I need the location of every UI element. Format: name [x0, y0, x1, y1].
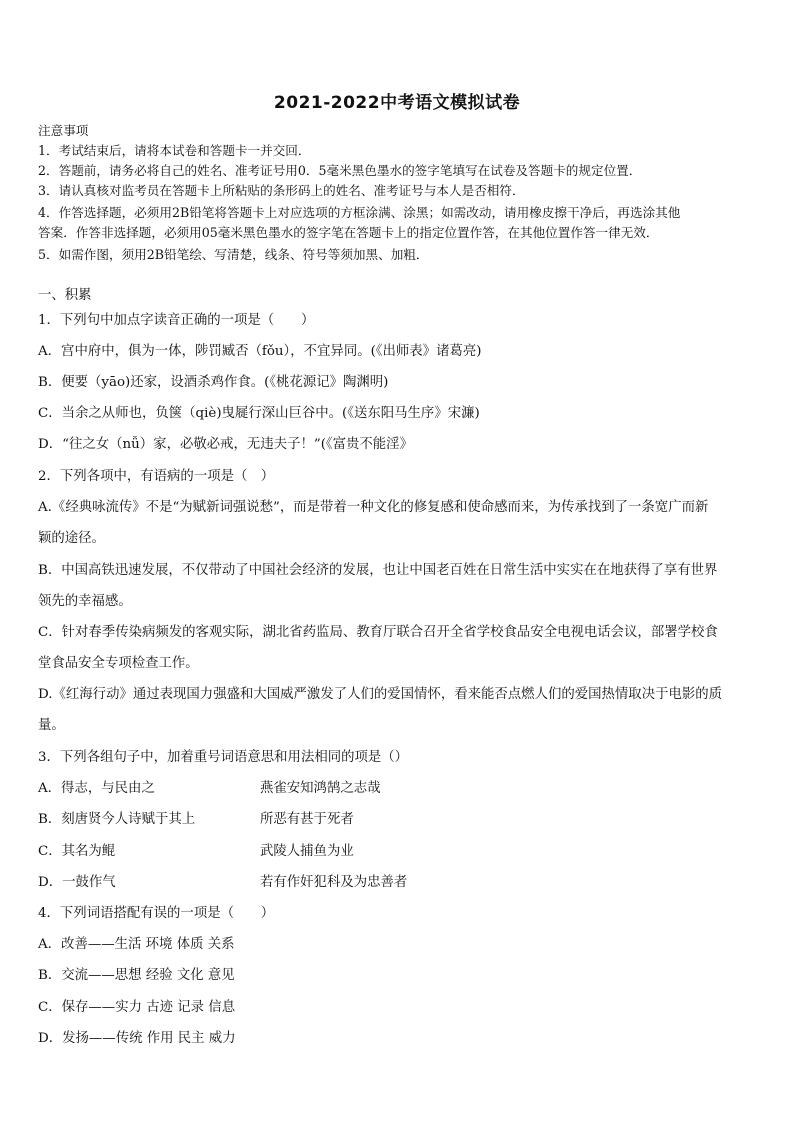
question-2-line: 量。 — [38, 718, 65, 733]
question-4-option-c: C．保存——实力 古迹 记录 信息 — [38, 1000, 236, 1015]
option-left: B．刻唐贤今人诗赋于其上 — [38, 812, 196, 827]
question-3-option-b — [38, 811, 756, 829]
question-2-stem: 2．下列各项中，有语病的一项是（ ） — [38, 469, 275, 484]
section-heading: 一、积累 — [38, 288, 92, 303]
question-3-stem: 3．下列各组句子中，加着重号词语意思和用法相同的项是（） — [38, 750, 409, 765]
question-1-option-c: C．当余之从师也，负箧（qiè)曳屣行深山巨谷中。(《送东阳马生序》宋濂) — [38, 406, 480, 421]
question-2-line: 堂食品安全专项检查工作。 — [38, 656, 199, 671]
question-3-option-c — [38, 843, 756, 861]
option-right: 武陵人捕鱼为业 — [260, 844, 354, 859]
question-2-line: 颖的途径。 — [38, 531, 105, 546]
option-right: 燕雀安知鸿鹄之志哉 — [260, 781, 381, 796]
question-1-option-a: A．宫中府中，俱为一体，陟罚臧否（fǒu），不宜异同。(《出师表》诸葛亮) — [38, 344, 482, 359]
notice-item: 5．如需作图，须用2B铅笔绘、写清楚，线条、符号等须加黑、加粗． — [38, 247, 429, 262]
option-right: 所恶有甚于死者 — [260, 812, 354, 827]
notice-heading: 注意事项 — [38, 123, 89, 138]
question-1-stem: 1．下列句中加点字读音正确的一项是（ ） — [38, 313, 315, 328]
question-4-option-b: B．交流——思想 经验 文化 意见 — [38, 968, 235, 983]
question-1-option-b: B．便要（yāo)还家，设酒杀鸡作食。(《桃花源记》陶渊明) — [38, 375, 389, 390]
option-left: C．其名为鲲 — [38, 844, 116, 859]
question-3-option-d — [38, 874, 756, 892]
question-4-stem: 4．下列词语搭配有误的一项是（ ） — [38, 906, 275, 921]
question-1-option-d: D．“往之女（nǚ）家，必敬必戒，无违夫子！”(《富贵不能淫》 — [38, 437, 413, 452]
question-3-option-a — [38, 780, 756, 798]
question-2-line: D.《红海行动》通过表现国力强盛和大国威严激发了人们的爱国情怀，看来能否点燃人们的爱国热情取决于电影的质 — [38, 687, 723, 702]
question-2-line: C．针对春季传染病频发的客观实际，湖北省药监局、教育厅联合召开全省学校食品安全电视电话会议，部署学校食 — [38, 625, 718, 640]
option-right: 若有作奸犯科及为忠善者 — [260, 875, 408, 890]
question-4-option-d: D．发扬——传统 作用 民主 威力 — [38, 1031, 236, 1046]
option-left: D．一鼓作气 — [38, 875, 116, 890]
notice-item: 答案．作答非选择题，必须用05毫米黑色墨水的签字笔在答题卡上的指定位置作答，在其他位置作答一律无效． — [38, 225, 659, 240]
question-2-line: 领先的幸福感。 — [38, 594, 132, 609]
exam-title: 2021-2022中考语文模拟试卷 — [273, 93, 521, 113]
notice-item: 1．考试结束后，请将本试卷和答题卡一并交回． — [38, 143, 311, 158]
question-2-line: B．中国高铁迅速发展，不仅带动了中国社会经济的发展，也让中国老百姓在日常生活中实实在在地获得了享有世界 — [38, 563, 718, 578]
option-left: A．得志，与民由之 — [38, 781, 155, 796]
question-4-option-a: A．改善——生活 环境 体质 关系 — [38, 937, 235, 952]
notice-item: 4．作答选择题，必须用2B铅笔将答题卡上对应选项的方框涂满、涂黑；如需改动，请用橡皮擦干净后，再选涂其他 — [38, 205, 681, 220]
notice-item: 3．请认真核对监考员在答题卡上所粘贴的条形码上的姓名、准考证号与本人是否相符． — [38, 183, 525, 198]
notice-item: 2．答题前，请务必将自己的姓名、准考证号用0．5毫米黑色墨水的签字笔填写在试卷及答题卡的规定位置． — [38, 163, 642, 178]
question-2-line: A.《经典咏流传》不是“为赋新词强说愁”，而是带着一种文化的修复感和使命感而来，为传承找到了一条宽广而新 — [38, 500, 709, 515]
